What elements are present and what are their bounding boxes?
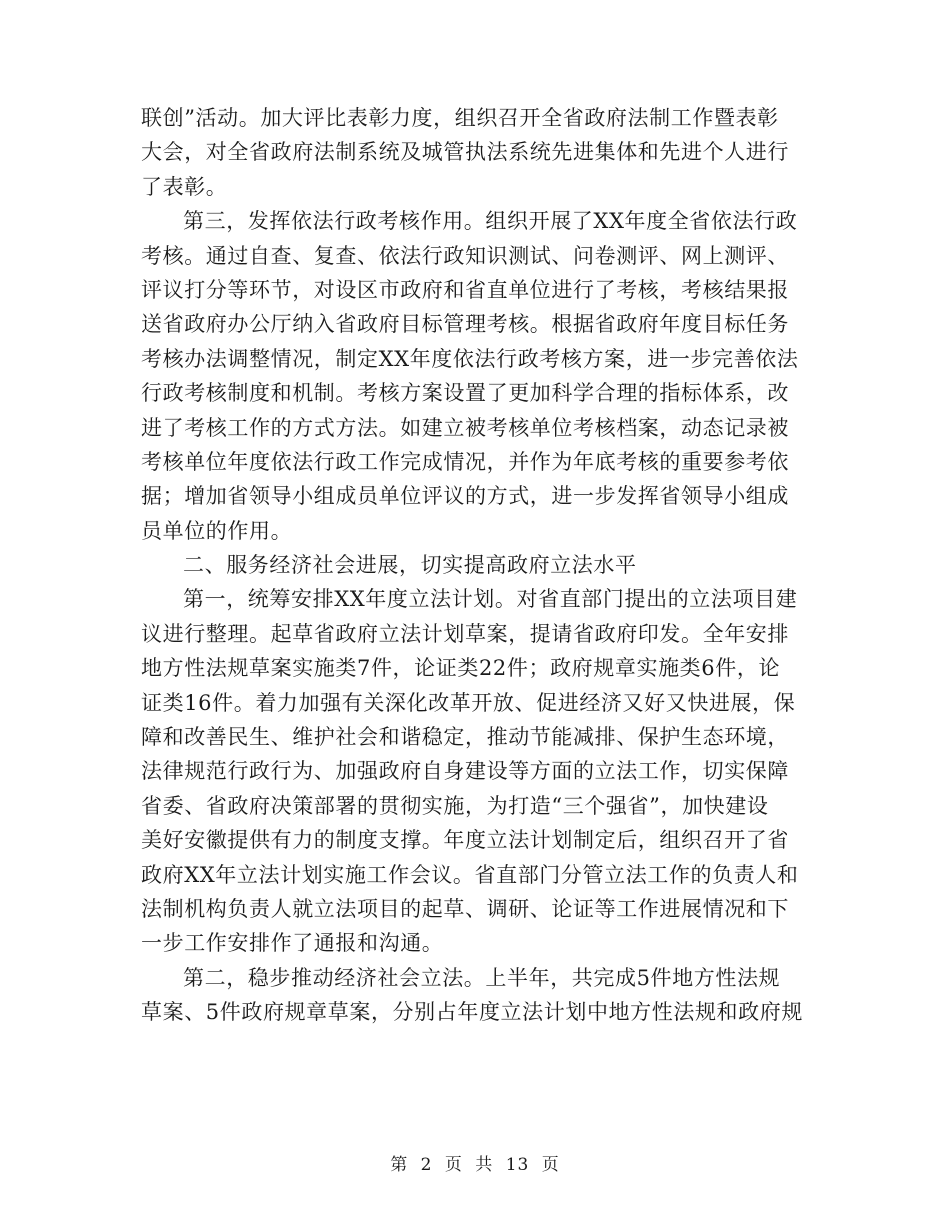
text-line: 证类16件。着力加强有关深化改革开放、促进经济又好又快进展，保 bbox=[141, 690, 796, 715]
footer-prefix: 第 bbox=[390, 1155, 409, 1175]
paragraph bbox=[141, 101, 811, 204]
footer-suffix: 页 bbox=[541, 1155, 560, 1175]
text-line: 法律规范行政行为、加强政府自身建设等方面的立法工作，切实保障 bbox=[141, 759, 789, 784]
text-line: 障和改善民生、维护社会和谐稳定，推动节能减排、保护生态环境， bbox=[141, 725, 789, 750]
text-line: 地方性法规草案实施类7件，论证类22件；政府规章实施类6件，论 bbox=[141, 656, 781, 681]
footer-total-prefix: 共 bbox=[475, 1155, 494, 1175]
text-line: 员单位的作用。 bbox=[141, 518, 293, 543]
text-line: 省委、省政府决策部署的贯彻实施，为打造“三个强省”，加快建设 bbox=[141, 793, 769, 818]
text-line: 考核单位年度依法行政工作完成情况，并作为年底考核的重要参考依 bbox=[141, 449, 789, 474]
text-line: 政府XX年立法计划实施工作会议。省直部门分管立法工作的负责人和 bbox=[141, 862, 799, 887]
text-line: 评议打分等环节，对设区市政府和省直单位进行了考核，考核结果报 bbox=[141, 277, 789, 302]
document-body bbox=[141, 101, 811, 1030]
text-line: 一步工作安排作了通报和沟通。 bbox=[141, 931, 444, 956]
text-line: 送省政府办公厅纳入省政府目标管理考核。根据省政府年度目标任务 bbox=[141, 312, 789, 337]
text-line: 二、服务经济社会进展，切实提高政府立法水平 bbox=[183, 553, 637, 578]
page-footer bbox=[0, 1153, 950, 1177]
text-line: 议进行整理。起草省政府立法计划草案，提请省政府印发。全年安排 bbox=[141, 621, 789, 646]
paragraph bbox=[141, 548, 811, 582]
footer-current-page: 2 bbox=[420, 1155, 433, 1175]
footer-middle: 页 bbox=[444, 1155, 463, 1175]
text-line: 行政考核制度和机制。考核方案设置了更加科学合理的指标体系，改 bbox=[141, 381, 789, 406]
text-line: 美好安徽提供有力的制度支撑。年度立法计划制定后，组织召开了省 bbox=[141, 828, 789, 853]
paragraph bbox=[141, 582, 811, 960]
text-line: 考核。通过自查、复查、依法行政知识测试、问卷测评、网上测评、 bbox=[141, 243, 789, 268]
text-line: 考核办法调整情况，制定XX年度依法行政考核方案，进一步完善依法 bbox=[141, 346, 799, 371]
paragraph bbox=[141, 961, 811, 1030]
paragraph bbox=[141, 204, 811, 548]
text-line: 第二，稳步推动经济社会立法。上半年，共完成5件地方性法规 bbox=[183, 965, 781, 990]
text-line: 草案、5件政府规章草案，分别占年度立法计划中地方性法规和政府规 bbox=[141, 1000, 803, 1025]
text-line: 第一，统筹安排XX年度立法计划。对省直部门提出的立法项目建 bbox=[183, 587, 798, 612]
text-line: 了表彰。 bbox=[141, 174, 228, 199]
text-line: 大会，对全省政府法制系统及城管执法系统先进集体和先进个人进行 bbox=[141, 140, 789, 165]
text-line: 联创”活动。加大评比表彰力度，组织召开全省政府法制工作暨表彰 bbox=[141, 106, 779, 130]
text-line: 进了考核工作的方式方法。如建立被考核单位考核档案，动态记录被 bbox=[141, 415, 789, 440]
text-line: 法制机构负责人就立法项目的起草、调研、论证等工作进展情况和下 bbox=[141, 896, 789, 921]
footer-total-pages: 13 bbox=[505, 1155, 530, 1175]
text-line: 据；增加省领导小组成员单位评议的方式，进一步发挥省领导小组成 bbox=[141, 484, 789, 509]
text-line: 第三，发挥依法行政考核作用。组织开展了XX年度全省依法行政 bbox=[183, 209, 798, 234]
